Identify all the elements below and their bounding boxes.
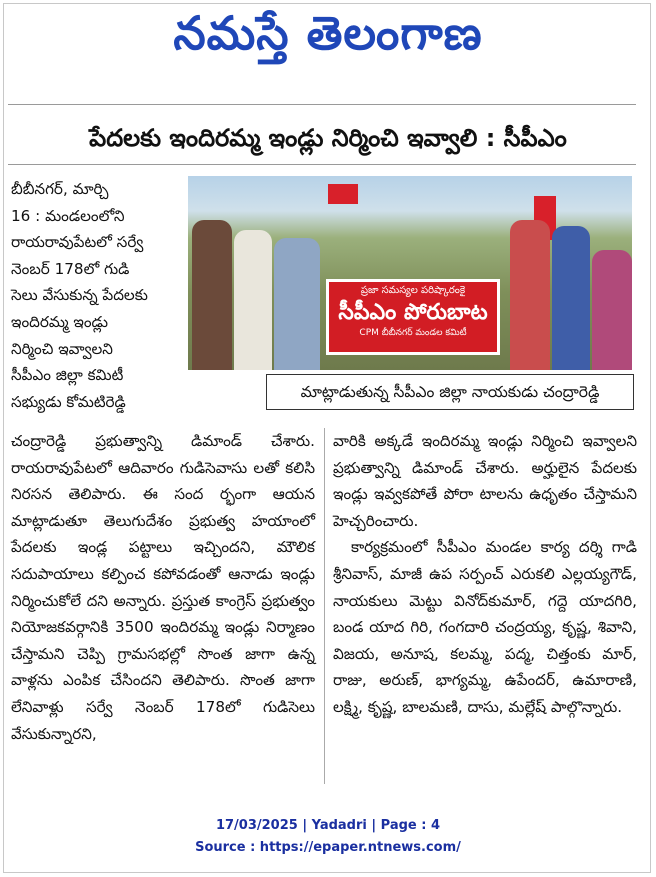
banner-bottom-text: CPM బీబీనగర్ మండల కమిటీ bbox=[359, 328, 467, 338]
person-figure bbox=[192, 220, 232, 370]
masthead-rule bbox=[8, 104, 636, 105]
left-column bbox=[11, 428, 315, 747]
person-figure bbox=[274, 238, 320, 370]
lead-line: నెంబర్ 178లో గుడి bbox=[11, 259, 130, 278]
headline-rule bbox=[8, 164, 636, 165]
lead-line: 16 : మండలంలోని bbox=[11, 206, 125, 225]
lead-column bbox=[11, 176, 189, 415]
right-column-paragraph: కార్యక్రమంలో సీపీఎం మండల కార్య దర్శి గాడి శ్రీనివాస్, మాజీ ఉప సర్పంచ్ ఎరుకలి ఎల్లయ్యగౌడ్, నాయకులు మెట్టు వినోద్‌కుమార్, గద్దె యాదగిరి, బండ యాద గిరి, గంగదారి చంద్రయ్య, కృష్ణ, శివాని, విజయ, అనూష, కలమ్మ, పద్మ, చిత్తంకు మార్, రాజు, అరుణ్, భాగ్యమ్మ, ఉపేందర్, ఉమారాణి, లక్ష్మి, కృష్ణ, బాలమణి, దాసు, మల్లేష్ పాల్గొన్నారు. bbox=[333, 538, 637, 716]
lead-line: రాయరావుపేటలో సర్వే bbox=[11, 233, 144, 252]
masthead-title: నమస్తే తెలంగాణ bbox=[173, 6, 483, 60]
person-figure bbox=[592, 250, 632, 370]
cpm-banner bbox=[326, 279, 500, 355]
person-figure bbox=[234, 230, 272, 370]
column-divider bbox=[324, 428, 325, 784]
red-flag bbox=[328, 184, 358, 204]
lead-line: నిర్మించి ఇవ్వాలని bbox=[11, 339, 113, 358]
person-figure bbox=[510, 220, 550, 370]
photo-caption: మాట్లాడుతున్న సీపీఎం జిల్లా నాయకుడు చంద్రారెడ్డి bbox=[266, 374, 634, 410]
footer-source: Source : https://epaper.ntnews.com/ bbox=[195, 840, 461, 855]
footer-date-edition: 17/03/2025 | Yadadri | Page : 4 bbox=[215, 818, 441, 833]
right-column-paragraph: వారికి అక్కడే ఇందిరమ్మ ఇండ్లు నిర్మించి ఇవ్వాలని ప్రభుత్వాన్ని డిమాండ్ చేశారు. అర్హులైన పేదలకు ఇండ్లు ఇవ్వకపోతే పోరా టాలను ఉధృతం చేస్తామని హెచ్చరించారు. bbox=[333, 432, 637, 530]
lead-line: సెలు వేసుకున్న పేదలకు bbox=[11, 286, 148, 305]
right-column bbox=[333, 428, 637, 721]
left-column-text: చంద్రారెడ్డి ప్రభుత్వాన్ని డిమాండ్ చేశారు. రాయరావుపేటలో ఆదివారం గుడిసెవాసు లతో కలిసి నిరసన తెలిపారు. ఈ సంద ర్భంగా ఆయన మాట్లాడుతూ తెలుగుదేశం ప్రభుత్వ హయాంలో పేదలకు ఇండ్ల పట్టాలు ఇచ్చిందని, మౌలిక సదుపాయాలు కల్పించ కపోవడంతో ఆనాడు ఇండ్లు నిర్మించుకోలే దని అన్నారు. ప్రస్తుత కాంగ్రెస్ ప్రభుత్వం నియోజకవర్గానికి 3500 ఇందిరమ్మ ఇండ్లు నిర్మాణం చేస్తామని చెప్పి గ్రామసభల్లో సొంత జాగా ఉన్న వాళ్లను ఎంపిక చేసిందని తెలిపారు. సొంత జాగా లేనివాళ్లు సర్వే నెంబర్ 178లో గుడిసెలు వేసుకున్నారని, bbox=[11, 432, 315, 743]
lead-line: సీపీఎం జిల్లా కమిటీ bbox=[11, 366, 124, 385]
article-headline: పేదలకు ఇందిరమ్మ ఇండ్లు నిర్మించి ఇవ్వాలి : సీపీఎం bbox=[89, 124, 567, 152]
news-photo bbox=[188, 176, 632, 370]
person-figure bbox=[552, 226, 590, 370]
lead-line: ఇందిరమ్మ ఇండ్లు bbox=[11, 312, 109, 331]
banner-top-text: ప్రజా సమస్యల పరిష్కారంకై bbox=[360, 285, 466, 296]
lead-line: సభ్యుడు కోమటిరెడ్డి bbox=[11, 392, 126, 411]
lead-line: బీబీనగర్, మార్చి bbox=[11, 180, 109, 198]
banner-main-text: సీపీఎం పోరుబాట bbox=[338, 300, 488, 325]
